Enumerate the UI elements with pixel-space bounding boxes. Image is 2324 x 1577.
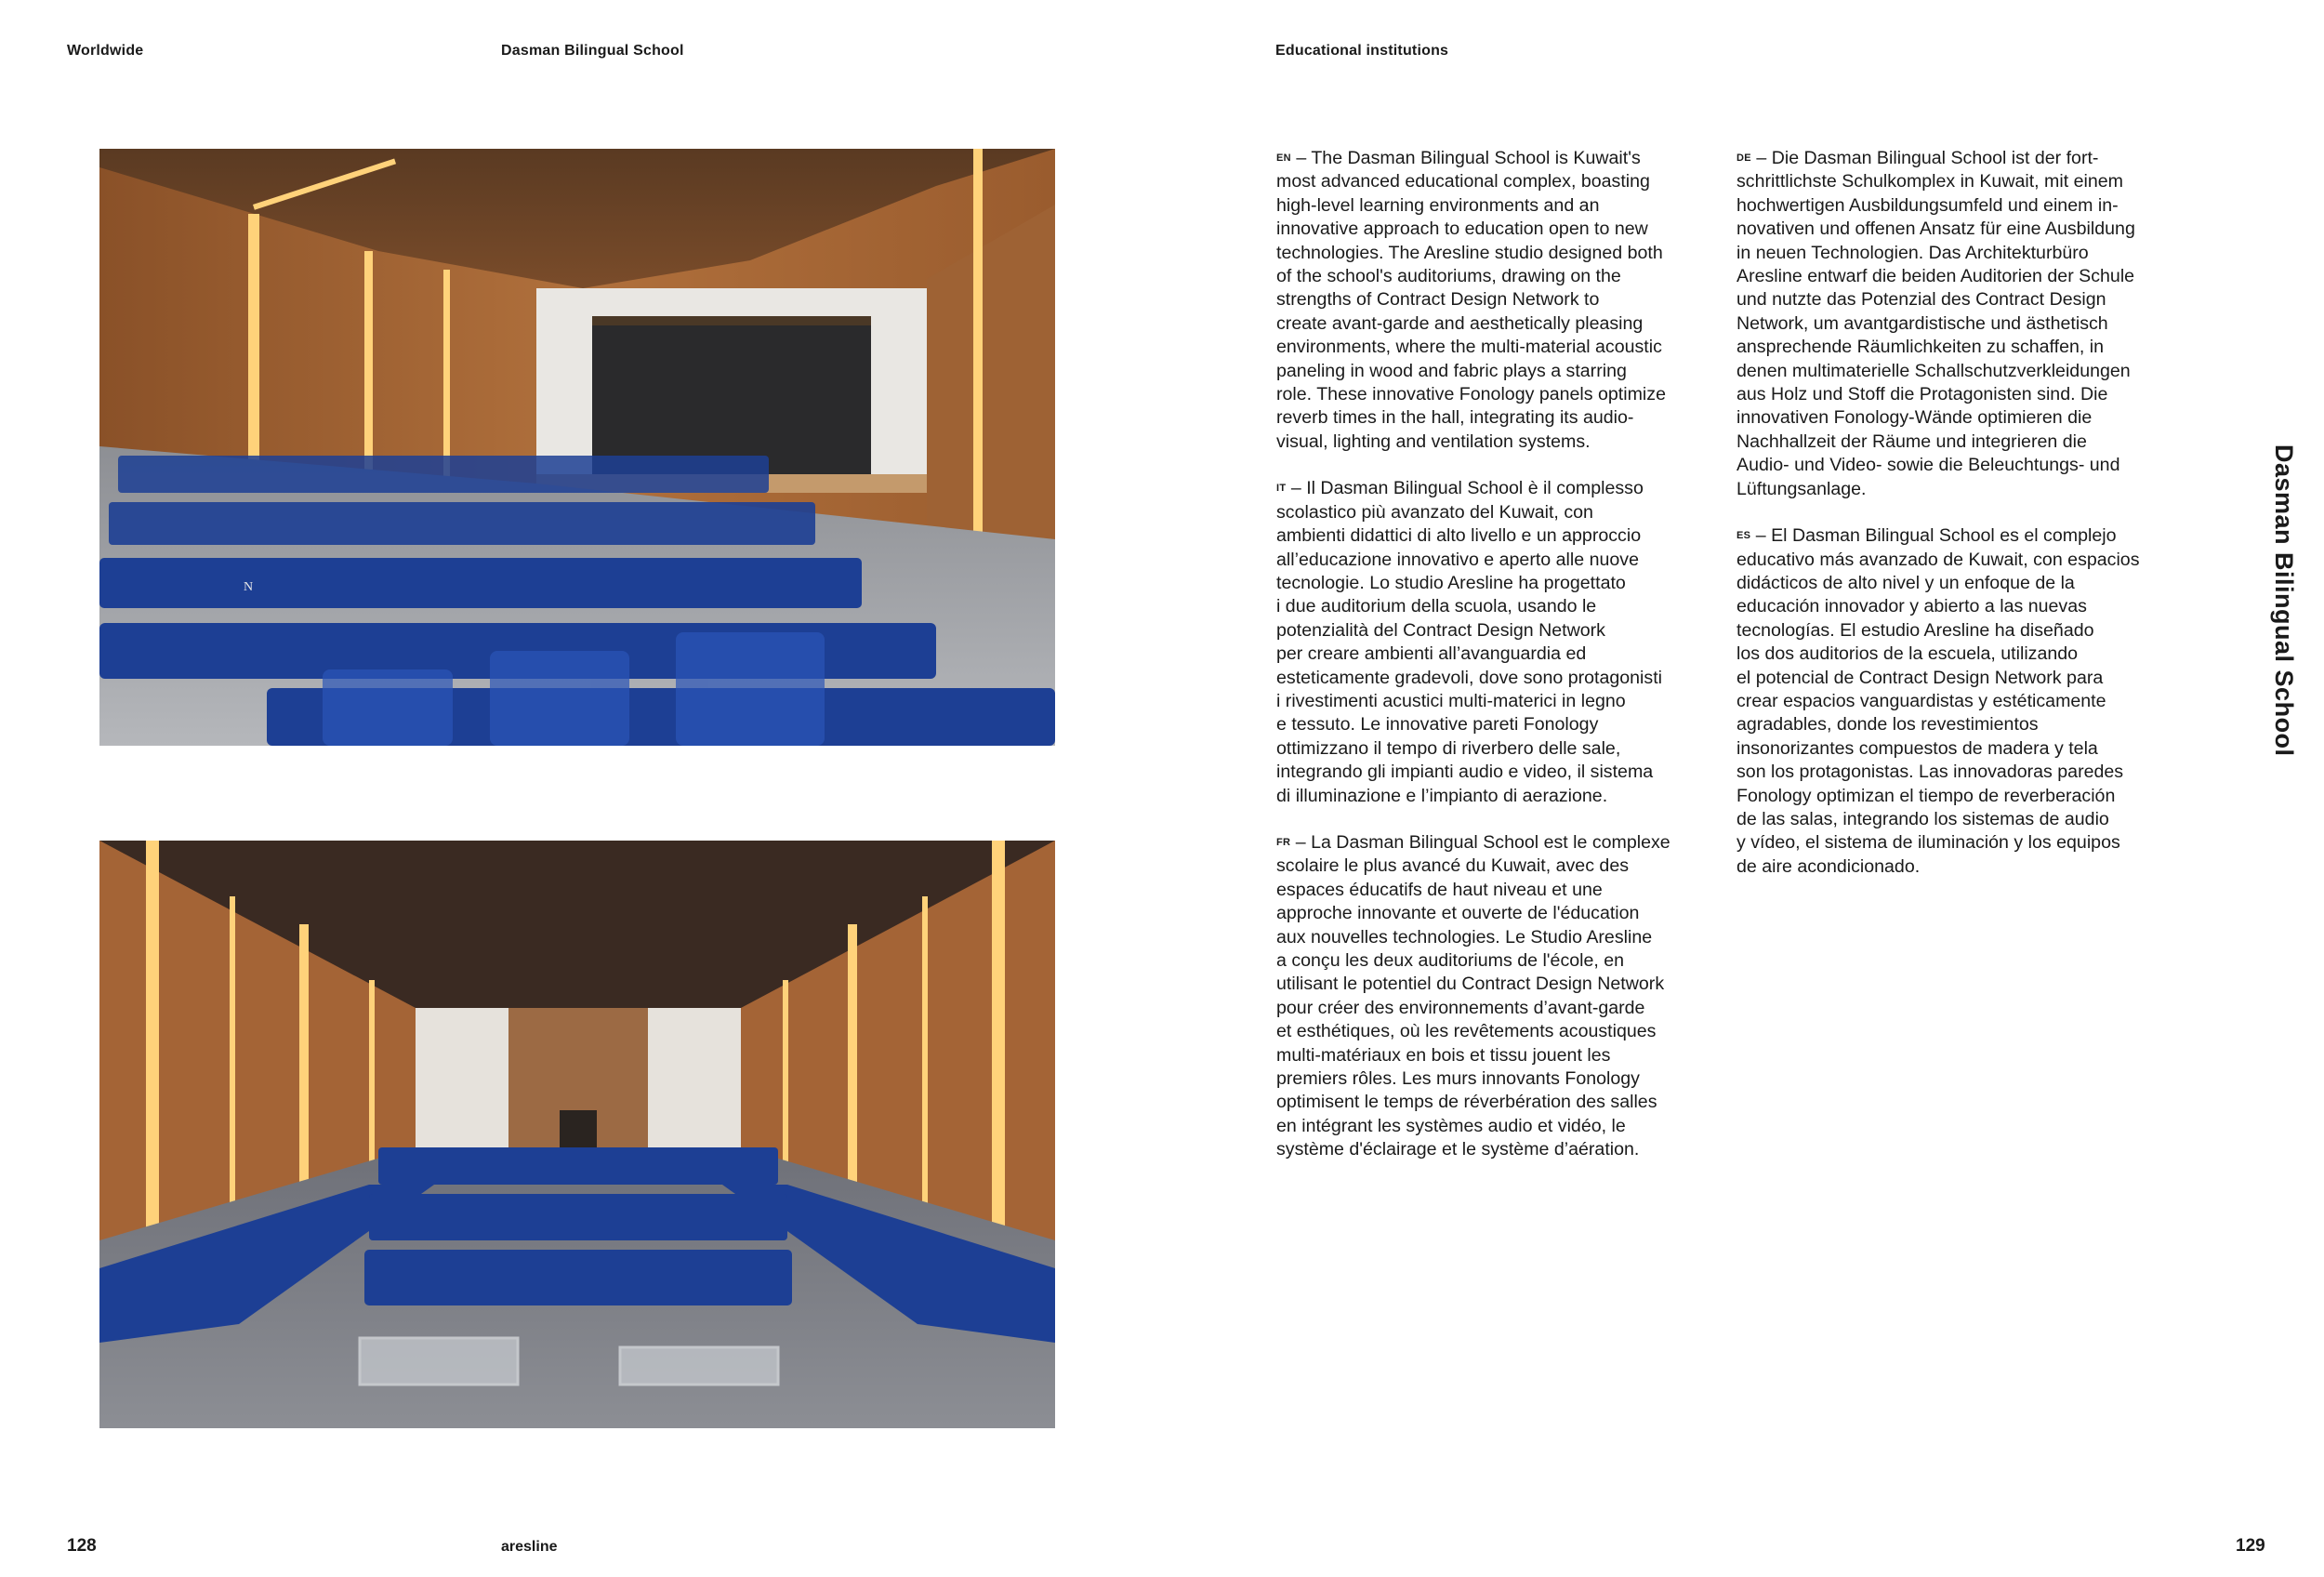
page-number-left: 128 <box>67 1536 97 1556</box>
language-tag-de: DE <box>1736 152 1751 164</box>
auditorium-photo-front-view <box>99 841 1055 1428</box>
paragraph-german-body: Die Dasman Bilingual School ist der fort- schrittlichste Schulkomplex in Kuwait, mit einem hochwertigen Ausbildungsumfeld und einem in- novativen und offenen Ansatz für eine Ausbildung in neuen Technologien. Das Architekturbüro Aresline entwarf die beiden Auditorien der Schule und nutzte das Potenzial des Contract Design Network, um avantgardistische und ästhetisch ansprechende Räumlichkeiten zu schaffen, in denen multimaterielle Schallschutzverkleidungen aus Holz und Stoff die Protagonisten sind. Die innovativen Fonology-Wände optimieren die Nachhallzeit der Räume und integrieren die Audio- und Video- sowie die Beleuchtungs- und Lüftungsanlage. <box>1736 148 2135 499</box>
auditorium-photo-side-view <box>99 149 1055 746</box>
language-tag-fr: FR <box>1276 836 1291 848</box>
header-project: Dasman Bilingual School <box>501 43 684 59</box>
text-column-right <box>1736 147 2173 902</box>
language-tag-en: EN <box>1276 152 1291 164</box>
paragraph-english-body: The Dasman Bilingual School is Kuwait's most advanced educational complex, boasting high-level learning environments and an innovative approach to education open to new technologies. The Aresline studio designed both of the school's auditoriums, drawing on the strengths of Contract Design Network to create avant-garde and aesthetically pleasing environments, where the multi-material acoustic paneling in wood and fabric plays a starring role. These innovative Fonology panels optimize reverb times in the hall, integrating its audio- visual, lighting and ventilation systems. <box>1276 148 1666 452</box>
language-tag-es: ES <box>1736 530 1751 542</box>
paragraph-english: EN – The Dasman Bilingual School is Kuwait's most advanced educational complex, boasting high-level learning environments and an innovative approach to education open to new technologies. The Aresline studio designed both of the school's auditoriums, drawing on the strengths of Contract Design Network to create avant-garde and aesthetically pleasing environments, where the multi-material acoustic paneling in wood and fabric plays a starring role. These innovative Fonology panels optimize reverb times in the hall, integrating its audio- visual, lighting and ventilation systems. <box>1276 148 1666 452</box>
paragraph-spanish: ES – El Dasman Bilingual School es el complejo educativo más avanzado de Kuwait, con espacios didácticos de alto nivel y un enfoque de la educación innovador y abierto a las nuevas tecnologías. El estudio Aresline ha diseñado los dos auditorios de la escuela, utilizando el potencial de Contract Design Network para crear espacios vanguardistas y estéticamente agradables, donde los revestimientos insonorizantes compuestos de madera y tela son los protagonistas. Las innovadoras paredes Fonology optimizan el tiempo de reverberación de las salas, integrando los sistemas de audio y vídeo, el sistema de iluminación y los equipos de aire acondicionado. <box>1736 525 2140 877</box>
paragraph-italian-body: Il Dasman Bilingual School è il complesso scolastico più avanzato del Kuwait, con ambienti didattici di alto livello e un approccio all’educazione innovativo e aperto alle nuove tecnologie. Lo studio Aresline ha progettato i due auditorium della scuola, usando le potenzialità del Contract Design Network per creare ambienti all’avanguardia ed esteticamente gradevoli, dove sono protagonisti i rivestimenti acustici multi-materici in legno e tessuto. Le innovative pareti Fonology ottimizzano il tempo di riverbero delle sale, integrando gli impianti audio e video, il sistema di illuminazione e l’impianto di aerazione. <box>1276 478 1662 806</box>
seat-letter-label: N <box>244 580 254 594</box>
paragraph-german: DE – Die Dasman Bilingual School ist der fort- schrittlichste Schulkomplex in Kuwait, mit einem hochwertigen Ausbildungsumfeld und einem in- novativen und offenen Ansatz für eine Ausbildung in neuen Technologien. Das Architekturbüro Aresline entwarf die beiden Auditorien der Schule und nutzte das Potenzial des Contract Design Network, um avantgardistische und ästhetisch ansprechende Räumlichkeiten zu schaffen, in denen multimaterielle Schallschutzverkleidungen aus Holz und Stoff die Protagonisten sind. Die innovativen Fonology-Wände optimieren die Nachhallzeit der Räume und integrieren die Audio- und Video- sowie die Beleuchtungs- und Lüftungsanlage. <box>1736 148 2135 499</box>
paragraph-italian: IT – Il Dasman Bilingual School è il complesso scolastico più avanzato del Kuwait, con ambienti didattici di alto livello e un approccio all’educazione innovativo e aperto alle nuove tecnologie. Lo studio Aresline ha progettato i due auditorium della scuola, usando le potenzialità del Contract Design Network per creare ambienti all’avanguardia ed esteticamente gradevoli, dove sono protagonisti i rivestimenti acustici multi-materici in legno e tessuto. Le innovative pareti Fonology ottimizzano il tempo di riverbero delle sale, integrando gli impianti audio e video, il sistema di illuminazione e l’impianto di aerazione. <box>1276 478 1662 806</box>
text-column-left <box>1276 147 1713 1186</box>
paragraph-french: FR – La Dasman Bilingual School est le complexe scolaire le plus avancé du Kuwait, avec des espaces éducatifs de haut niveau et une approche innovante et ouverte de l'éducation aux nouvelles technologies. Le Studio Aresline a conçu les deux auditoriums de l'école, en utilisant le potentiel du Contract Design Network pour créer des environnements d’avant-garde et esthétiques, où les revêtements acoustiques multi-matériaux en bois et tissu jouent les premiers rôles. Les murs innovants Fonology optimisent le temps de réverbération des salles en intégrant les systèmes audio et vidéo, le système d'éclairage et le système d’aération. <box>1276 831 1670 1160</box>
paragraph-french-body: La Dasman Bilingual School est le complexe scolaire le plus avancé du Kuwait, avec des espaces éducatifs de haut niveau et une approche innovante et ouverte de l'éducation aux nouvelles technologies. Le Studio Aresline a conçu les deux auditoriums de l'école, en utilisant le potentiel du Contract Design Network pour créer des environnements d’avant-garde et esthétiques, où les revêtements acoustiques multi-matériaux en bois et tissu jouent les premiers rôles. Les murs innovants Fonology optimisent le temps de réverbération des salles en intégrant les systèmes audio et vidéo, le système d'éclairage et le système d’aération. <box>1276 831 1670 1160</box>
language-tag-it: IT <box>1276 483 1287 495</box>
brand-name: aresline <box>501 1539 558 1555</box>
header-category: Educational institutions <box>1275 43 1449 59</box>
side-title-vertical: Dasman Bilingual School <box>2270 444 2298 757</box>
header-section: Worldwide <box>67 43 144 59</box>
paragraph-spanish-body: El Dasman Bilingual School es el complejo educativo más avanzado de Kuwait, con espacios didácticos de alto nivel y un enfoque de la educación innovador y abierto a las nuevas tecnologías. El estudio Aresline ha diseñado los dos auditorios de la escuela, utilizando el potencial de Contract Design Network para crear espacios vanguardistas y estéticamente agradables, donde los revestimientos insonorizantes compuestos de madera y tela son los protagonistas. Las innovadoras paredes Fonology optimizan el tiempo de reverberación de las salas, integrando los sistemas de audio y vídeo, el sistema de iluminación y los equipos de aire acondicionado. <box>1736 525 2140 877</box>
page-number-right: 129 <box>2236 1536 2265 1556</box>
